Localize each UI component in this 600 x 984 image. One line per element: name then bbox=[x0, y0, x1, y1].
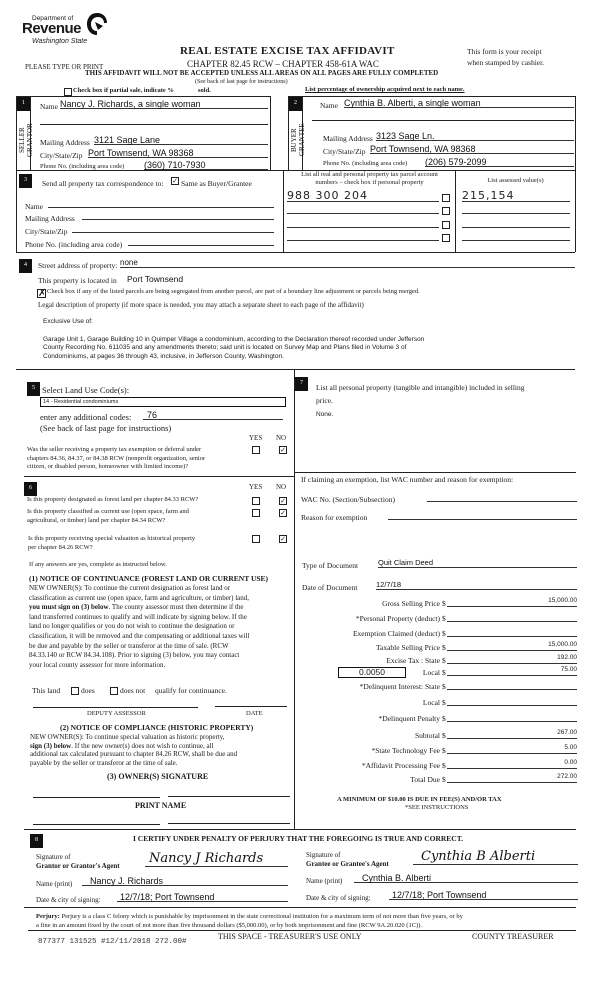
tax-row-label: Taxable Selling Price bbox=[375, 643, 440, 652]
tax-row-label: Total Due bbox=[410, 775, 440, 784]
print-name-line-2[interactable] bbox=[168, 823, 290, 824]
logo-line3: Washington State bbox=[32, 38, 88, 45]
tax-row-value[interactable]: 15,000.00 bbox=[447, 641, 577, 651]
dollar-sign: $ bbox=[442, 682, 446, 691]
grantee-sig-label: Signature of Grantee or Grantee's Agent bbox=[306, 851, 389, 868]
forest-land-question: Is this property designated as forest land per chapter 84.33 RCW? bbox=[27, 496, 199, 503]
deputy-assessor-label: DEPUTY ASSESSOR bbox=[87, 710, 146, 717]
forest-no-checkbox[interactable]: ✓ bbox=[280, 497, 286, 505]
additional-codes-field[interactable]: 76 bbox=[143, 410, 283, 420]
form-subtitle: CHAPTER 82.45 RCW – CHAPTER 458-61A WAC bbox=[187, 59, 379, 69]
personal-property-checkbox[interactable] bbox=[442, 221, 450, 229]
personal-property-value[interactable]: None. bbox=[316, 411, 334, 418]
seller-city-label: City/State/Zip bbox=[40, 151, 83, 160]
tax-row-value[interactable]: 75.00 bbox=[447, 666, 577, 676]
dollar-sign: $ bbox=[442, 714, 446, 723]
buyer-mailing-label: Mailing Address bbox=[323, 134, 373, 143]
tax-row-label: Local bbox=[422, 698, 440, 707]
assessed-value-field[interactable] bbox=[462, 231, 570, 241]
grantor-name-field[interactable]: Nancy J. Richards bbox=[82, 876, 288, 886]
reason-label: Reason for exemption bbox=[301, 513, 368, 522]
dollar-sign: $ bbox=[442, 731, 446, 740]
tax-row-value[interactable] bbox=[447, 680, 577, 690]
buyer-city-field[interactable]: Port Townsend, WA 98368 bbox=[370, 144, 574, 154]
doc-type-label: Type of Document bbox=[302, 561, 359, 570]
grantor-date-label: Date & city of signing: bbox=[36, 896, 101, 904]
if-yes-note: If any answers are yes, complete as instructed below. bbox=[29, 561, 167, 568]
parcel-number-field[interactable]: 988 300 204 bbox=[287, 189, 439, 202]
tax-row-value[interactable]: 15,000.00 bbox=[447, 597, 577, 607]
grantor-sig-label: Signature of Grantor or Grantor's Agent bbox=[36, 853, 120, 870]
assessed-value-field[interactable] bbox=[462, 204, 570, 214]
dollar-sign: $ bbox=[442, 656, 446, 665]
receipt-note-2: when stamped by cashier. bbox=[467, 58, 545, 67]
tax-row-label: *State Technology Fee bbox=[371, 746, 440, 755]
street-address-field[interactable]: none bbox=[120, 258, 575, 268]
segregated-checkbox[interactable]: ✗ bbox=[38, 288, 47, 299]
section-number-3: 3 bbox=[19, 174, 32, 188]
dor-logo bbox=[22, 10, 122, 50]
historic-question: Is this property receiving special valuation as historical property per chapter 84.26 RCW? bbox=[28, 535, 196, 551]
legal-description[interactable]: Exclusive Use of: Garage Unit 1, Garage Building 10 in Quimper Village a condominium, according to the Declaration thereof recorded under Jefferson County Recording No. 611035 and any amendments thereto; said unit is located on Survey Map and Plans filed in Volume 3 of Condominiums, at pages 36 through 43, inclusive, in Jefferson County, Washington. bbox=[43, 318, 425, 360]
historic-no-checkbox[interactable]: ✓ bbox=[280, 535, 286, 543]
tax-row-value[interactable]: 192.00 bbox=[447, 654, 577, 664]
dor-swirl-icon bbox=[86, 12, 108, 36]
exemption-no-checkbox[interactable]: ✓ bbox=[280, 446, 286, 454]
buyer-name-label: Name bbox=[320, 101, 338, 110]
dollar-sign: $ bbox=[442, 629, 446, 638]
notice-compliance-title: (2) NOTICE OF COMPLIANCE (HISTORIC PROPERTY) bbox=[60, 723, 254, 732]
deputy-assessor-line[interactable] bbox=[33, 707, 198, 708]
logo-line1: Department of bbox=[32, 15, 74, 22]
land-use-instructions: (See back of last page for instructions) bbox=[40, 423, 172, 433]
same-as-buyer-label: Same as Buyer/Grantee bbox=[181, 179, 252, 188]
date-label: DATE bbox=[246, 710, 263, 717]
tax-row-label: Local bbox=[422, 668, 440, 677]
corr-city-field[interactable] bbox=[72, 223, 274, 233]
grantor-date-field[interactable]: 12/7/18; Port Townsend bbox=[117, 892, 288, 902]
tax-row-label: *Delinquent Interest: State bbox=[359, 682, 440, 691]
current-use-yes-checkbox[interactable] bbox=[252, 509, 260, 517]
dollar-sign: $ bbox=[442, 599, 446, 608]
current-use-no-checkbox[interactable]: ✓ bbox=[280, 509, 286, 517]
notice-continuance-title: (1) NOTICE OF CONTINUANCE (FOREST LAND OR CURRENT USE) bbox=[29, 574, 269, 583]
tax-row-value[interactable] bbox=[447, 712, 577, 722]
section-number-7: 7 bbox=[295, 377, 308, 391]
buyer-city-label: City/State/Zip bbox=[323, 147, 366, 156]
send-correspondence-label: Send all property tax correspondence to: bbox=[42, 179, 164, 188]
section-number-6: 6 bbox=[24, 482, 37, 496]
tax-row-label: Excise Tax : State bbox=[386, 656, 440, 665]
section-number-8: 8 bbox=[30, 834, 43, 848]
tax-row-value[interactable]: 267.00 bbox=[447, 729, 577, 739]
owner-signature-label: (3) OWNER(S) SIGNATURE bbox=[107, 772, 209, 781]
does-qualify-checkbox[interactable] bbox=[71, 687, 79, 695]
personal-property-checkbox[interactable] bbox=[442, 234, 450, 242]
this-land-label: This land bbox=[32, 686, 61, 695]
grantor-name-label: Name (print) bbox=[36, 880, 73, 888]
perjury-notice: Perjury: Perjury is a class C felony which is punishable by imprisonment in the state correctional institution for a maximum term of not more than five years, or by a fine in an amount fixed by the court of not more than five thousand dollars ($5,000.00), or by both imprisonment and fine (RCW 9A.20.020 (1C)). bbox=[36, 913, 463, 929]
warning-banner: THIS AFFIDAVIT WILL NOT BE ACCEPTED UNLESS ALL AREAS ON ALL PAGES ARE FULLY COMPLETED bbox=[85, 69, 439, 77]
located-in-label: This property is located in bbox=[38, 276, 117, 285]
historic-yes-checkbox[interactable] bbox=[252, 535, 260, 543]
current-use-question: Is this property classified as current use (open space, farm and agricultural, or timber) land per chapter 84.34 RCW? bbox=[27, 508, 189, 524]
form-title: REAL ESTATE EXCISE TAX AFFIDAVIT bbox=[180, 45, 395, 57]
tax-row-label: *Affidavit Processing Fee bbox=[361, 761, 440, 770]
tax-row-value[interactable]: 5.00 bbox=[447, 744, 577, 754]
owner-signature-line-2[interactable] bbox=[168, 796, 290, 797]
street-address-label: Street address of property: bbox=[38, 261, 118, 270]
assessed-header: List assessed value(s) bbox=[487, 177, 544, 184]
corr-mailing-field[interactable] bbox=[82, 210, 274, 220]
seller-mailing-field[interactable]: 3121 Sage Lane bbox=[94, 135, 268, 145]
exemption-yes-checkbox[interactable] bbox=[252, 446, 260, 454]
personal-property-checkbox[interactable] bbox=[442, 194, 450, 202]
notice-continuance-body: NEW OWNER(S): To continue the current designation as forest land or classification as current use (open space, farm and agriculture, or timber) land, you must sign on (3) below. The county assessor must then determine if the land transferred continues to qualify and will indicate by signing below. If the land no longer qualifies or you do not wish to continue the designation or classification, it will be removed and the compensating or additional taxes will be due and payable by the seller or transferor at the time of sale. (RCW 84.33.140 or RCW 84.34.108). Prior to signing (3) below, you may contact your local county assessor for more information. bbox=[29, 584, 250, 669]
personal-property-label: List all personal property (tangible and intangible) included in selling price. bbox=[316, 383, 525, 405]
tax-row-value[interactable] bbox=[447, 627, 577, 637]
ownership-note: List percentage of ownership acquired next to each name. bbox=[305, 86, 465, 93]
owner-signature-line-1[interactable] bbox=[33, 797, 160, 798]
grantee-date-field[interactable]: 12/7/18; Port Townsend bbox=[389, 890, 578, 900]
local-rate-box[interactable]: 0.0050 bbox=[338, 667, 406, 678]
print-name-label: PRINT NAME bbox=[135, 801, 187, 810]
section-number-1: 1 bbox=[17, 97, 30, 111]
assessor-date-line[interactable] bbox=[215, 706, 287, 707]
partial-sale-sold: sold. bbox=[198, 87, 211, 94]
buyer-phone-field[interactable]: (206) 579-2099 bbox=[425, 157, 574, 167]
same-as-buyer-checkbox[interactable]: ✓ bbox=[172, 177, 178, 185]
tax-row-value[interactable] bbox=[447, 696, 577, 706]
does-label: does bbox=[81, 686, 95, 695]
does-not-label: does not bbox=[120, 686, 146, 695]
buyer-phone-label: Phone No. (including area code) bbox=[323, 160, 408, 167]
dollar-sign: $ bbox=[442, 643, 446, 652]
tax-row-label: Subtotal bbox=[414, 731, 440, 740]
tax-row-label: Gross Selling Price bbox=[382, 599, 440, 608]
tax-row-label: *Delinquent Penalty bbox=[378, 714, 440, 723]
assessed-value-field[interactable] bbox=[462, 218, 570, 228]
dollar-sign: $ bbox=[442, 668, 446, 677]
land-use-select[interactable]: 14 - Residential condominiums bbox=[40, 397, 286, 407]
receipt-note-1: This form is your receipt bbox=[467, 47, 542, 56]
section-number-4: 4 bbox=[19, 259, 32, 273]
certify-statement: I CERTIFY UNDER PENALTY OF PERJURY THAT THE FOREGOING IS TRUE AND CORRECT. bbox=[133, 834, 464, 843]
section-number-2: 2 bbox=[289, 97, 302, 111]
logo-line2: Revenue bbox=[22, 20, 82, 37]
dollar-sign: $ bbox=[442, 746, 446, 755]
dollar-sign: $ bbox=[442, 614, 446, 623]
dollar-sign: $ bbox=[442, 698, 446, 707]
see-instructions-note: *SEE INSTRUCTIONS bbox=[405, 804, 469, 811]
corr-city-label: City/State/Zip bbox=[25, 227, 68, 236]
doc-date-field[interactable]: 12/7/18 bbox=[376, 580, 577, 590]
parcel-number-field[interactable] bbox=[287, 218, 439, 228]
print-name-line-1[interactable] bbox=[33, 824, 160, 825]
doc-date-label: Date of Document bbox=[302, 583, 358, 592]
section-number-5: 5 bbox=[27, 382, 40, 396]
segregated-label: Check box if any of the listed parcels are being segregated from another parcel, are part of a boundary line adjustment or parcels being merged. bbox=[47, 288, 420, 295]
doc-type-field[interactable]: Quit Claim Deed bbox=[378, 558, 577, 568]
seller-city-field[interactable]: Port Townsend, WA 98368 bbox=[88, 148, 268, 158]
please-type: PLEASE TYPE OR PRINT bbox=[25, 63, 104, 71]
instructions-note: (See back of last page for instructions) bbox=[195, 79, 288, 85]
land-use-label: Select Land Use Code(s): bbox=[42, 385, 130, 395]
dollar-sign: $ bbox=[442, 775, 446, 784]
grantee-name-label: Name (print) bbox=[306, 877, 343, 885]
wac-label: WAC No. (Section/Subsection) bbox=[301, 495, 395, 504]
corr-phone-label: Phone No. (including area code) bbox=[25, 240, 123, 249]
dollar-sign: $ bbox=[442, 761, 446, 770]
no-header-6: NO bbox=[276, 483, 287, 491]
buyer-grantee-label: BUYER GRANTEE bbox=[290, 123, 306, 157]
seller-grantor-label: SELLER GRANTOR bbox=[18, 123, 34, 157]
does-not-qualify-checkbox[interactable] bbox=[110, 687, 118, 695]
seller-phone-label: Phone No. (including area code) bbox=[40, 163, 125, 170]
seller-name-label: Name bbox=[40, 102, 58, 111]
tax-row-label: Exemption Claimed (deduct) bbox=[352, 629, 440, 638]
treasurer-use-label: THIS SPACE - TREASURER'S USE ONLY bbox=[218, 932, 362, 941]
yes-header-6: YES bbox=[249, 483, 263, 491]
no-header-5: NO bbox=[276, 434, 287, 442]
corr-name-field[interactable] bbox=[48, 198, 274, 208]
parcel-number-field[interactable] bbox=[287, 204, 439, 214]
tax-row-value[interactable]: 0.00 bbox=[447, 759, 577, 769]
personal-property-checkbox[interactable] bbox=[442, 207, 450, 215]
parcel-header: List all real and personal property tax parcel account numbers – check box if personal property bbox=[301, 171, 438, 186]
reason-field[interactable] bbox=[388, 510, 577, 520]
corr-name-label: Name bbox=[25, 202, 43, 211]
located-in-value[interactable]: Port Townsend bbox=[127, 274, 184, 284]
parcel-number-field[interactable] bbox=[287, 231, 439, 241]
minimum-due-note: A MINIMUM OF $10.00 IS DUE IN FEE(S) AND/OR TAX bbox=[337, 796, 502, 803]
seller-mailing-label: Mailing Address bbox=[40, 138, 90, 147]
yes-header-5: YES bbox=[249, 434, 263, 442]
grantee-date-label: Date & city of signing: bbox=[306, 894, 371, 902]
exemption-claim-label: If claiming an exemption, list WAC number and reason for exemption: bbox=[301, 475, 514, 484]
grantee-name-field[interactable]: Cynthia B. Alberti bbox=[354, 873, 578, 883]
grantee-signature-field[interactable]: Cynthia B Alberti bbox=[413, 849, 578, 865]
receipt-stamp: 877377 131525 #12/11/2018 272.00# bbox=[38, 938, 187, 946]
buyer-mailing-field[interactable]: 3123 Sage Ln. bbox=[376, 131, 574, 141]
assessed-value-field[interactable]: 215,154 bbox=[462, 189, 570, 202]
seller-phone-field[interactable]: (360) 710-7930 bbox=[144, 160, 268, 170]
buyer-name-field[interactable]: Cynthia B. Alberti, a single woman bbox=[344, 98, 574, 108]
corr-phone-field[interactable] bbox=[128, 236, 274, 246]
additional-codes-label: enter any additional codes: bbox=[40, 412, 132, 422]
tax-row-value[interactable]: 272.00 bbox=[447, 773, 577, 783]
exemption-question: Was the seller receiving a property tax exemption or deferral under chapters 84.36, 84.37, or 84.38 RCW (nonprofit organization, senior citizen, or disabled person, homeowner with limited income)? bbox=[27, 446, 206, 470]
seller-name-field[interactable]: Nancy J. Richards, a single woman bbox=[60, 99, 268, 109]
forest-yes-checkbox[interactable] bbox=[252, 497, 260, 505]
grantor-signature-field[interactable]: Nancy J Richards bbox=[145, 851, 288, 867]
partial-sale-label: Check box if partial sale, indicate % bbox=[73, 87, 174, 94]
partial-sale-checkbox[interactable] bbox=[64, 88, 72, 96]
county-treasurer-label: COUNTY TREASURER bbox=[472, 932, 554, 941]
wac-field[interactable] bbox=[427, 492, 577, 502]
corr-mailing-label: Mailing Address bbox=[25, 214, 75, 223]
legal-description-label: Legal description of property (if more space is needed, you may attach a separate sheet to each page of the affidavit) bbox=[38, 301, 364, 309]
notice-compliance-body: NEW OWNER(S): To continue special valuation as historic property, sign (3) below. If the new owner(s) does not wish to continue, all additional tax calculated pursuant to chapter 84.26 RCW, shall be due and payable by the seller or transferor at the time of sale. bbox=[30, 733, 238, 767]
qualify-label: qualify for continuance. bbox=[155, 686, 227, 695]
tax-row-value[interactable] bbox=[447, 612, 577, 622]
tax-row-label: *Personal Property (deduct) bbox=[355, 614, 440, 623]
